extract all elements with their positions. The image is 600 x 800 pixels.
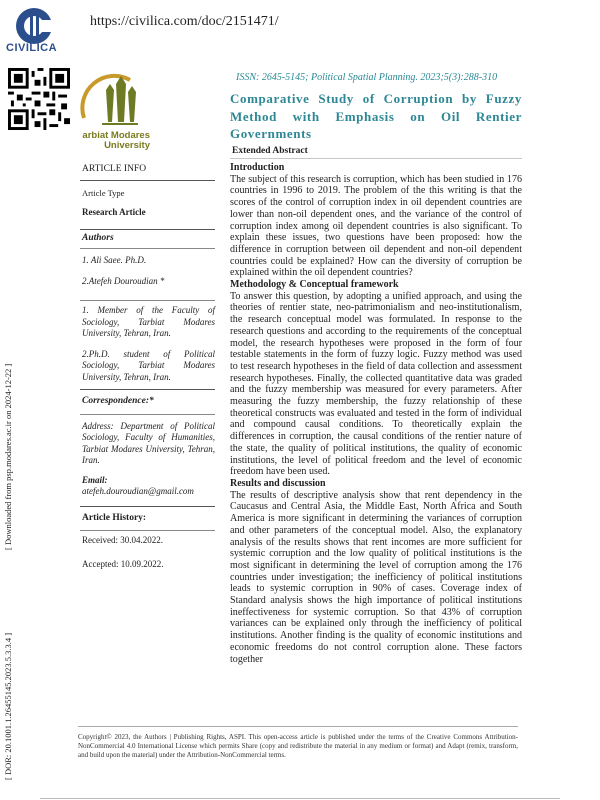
title-line-3: Governments [230,126,312,141]
introduction-heading: Introduction [230,162,285,173]
correspondence-block [80,415,215,507]
affiliation-2: 2.Ph.D. student of Political Sociology, Tarbiat Modares University, Tehran, Iran. [82,348,215,382]
affiliation-1: 1. Member of the Faculty of Sociology, Tarbiat Modares University, Tehran, Iran. [82,305,215,338]
article-history-heading: Article History: [80,507,215,532]
article-type-value: Research Article [80,201,215,230]
civilica-logo-text: CIVILICA [6,42,58,54]
article-info-panel [80,160,215,586]
article-history [80,531,215,586]
university-emblem-icon [78,70,150,126]
author-2: 2.Atefeh Douroudian * [82,275,165,286]
header-divider [230,158,522,159]
introduction-text: The subject of this research is corruption, which has been studied in 176 countries in 1996 to 2019. The problem of the this writing is that the scores of the control of corruption index in oil dependent countries are lower than non-oil dependent ones, and the variance of the control of corruption index among oil dependent countries is also significant. To explain these issues, two questions have been proposed: how the difference in corruption between oil dependent and non-oil dependent countries could be explained? How can the diversity of corruption be explained within the oil dependent countries? [230,173,522,279]
authors-heading: Authors [80,230,215,250]
dor-stamp: [ DOR: 20.1001.1.26455145.2023.5.3.3.4 ] [3,632,13,780]
accepted-date: Accepted: 10.09.2022. [82,558,164,569]
article-title [230,90,522,143]
abstract-body [230,162,522,665]
authors-list [80,249,215,301]
results-text: The results of descriptive analysis show that rent dependency in the Caucasus and Central Asia, the Middle East, North Africa and South America is more significant in determining the variances of corruption and other parameters of the conceptual model. Also, the explanatory analysis of the results shows that rent incomes are more sufficient for systemic corruption and the low quality of political institutions is the most significant in determining the level of corruption among the 176 countries under investigation; the inefficiency of political institutions leads to systemic corruption in 90% of cases. Coverage index of Standard analysis shows the high importance of political institutions ineffectiveness for systemic corruption. So that 43% of corruption variances can be explained only through the inefficiency of political institutions. Another finding is the quality of economic institutions and economic freedoms do not control corruption alone. These factors together [230,489,522,665]
qr-code-icon [8,68,70,130]
affiliations-list [80,301,215,390]
download-stamp: [ Downloaded from psp.modares.ac.ir on 2024-12-22 ] [3,363,13,550]
page-bottom-divider [40,798,560,799]
document-url[interactable]: https://civilica.com/doc/2151471/ [90,14,279,29]
email-address[interactable]: atefeh.douroudian@gmail.com [82,486,194,496]
received-date: Received: 30.04.2022. [82,535,163,545]
issn-line: ISSN: 2645-5145; Political Spatial Planning. 2023;5(3):288-310 [236,72,498,83]
extended-abstract-label: Extended Abstract [232,146,308,156]
methodology-text: To answer this question, by adopting a unified approach, and using the theories of rentier state, neo-patrimonialism and neo-institutionalism, the research conceptual model was formulated. In response to the research questions and according to the requirements of the conceptual model, the research hypotheses were proposed in the form of four testable statements in the form of fuzzy logic. Fuzzy method was used to test research hypotheses in the field of data collection and assessment research hypotheses. Finally, the collected quantitative data was graded and the fuzzy membership was measured for every parameters. After measuring the fuzzy membership, the fuzzy relationship of these theoretical constructs was evaluated and tested in the form of individual and compound causal conditions. To theoretically explain the differences in corruption, the causal conditions of the rentier nature of the state, the quality of political institutions, the quality of economic institutions, the level of political freedom and the level of economic freedom have been used. [230,290,522,478]
footer-divider [78,726,518,727]
methodology-heading: Methodology & Conceptual framework [230,279,399,291]
title-line-1: Comparative Study of Corruption by Fuzzy [230,91,522,106]
copyright-notice: Copyright© 2023, the Authors | Publishing Rights, ASPI. This open-access article is published under the terms of the Creative Commons Attribution-NonCommercial 4.0 International License which permits Share (copy and redistribute the material in any medium or format) and Adapt (remix, transform, and build upon the material) under the Attribution-NonCommercial terms. [78,733,518,759]
correspondence-heading: Correspondence:* [80,390,215,415]
correspondence-address: Address: Department of Political Sociology, Faculty of Humanities, Tarbiat Modares University, Tehran, Iran. [82,420,215,465]
article-info-heading: ARTICLE INFO [80,160,215,181]
email-label: Email: [82,474,108,485]
university-logo-text: arbiat Modares University [82,130,150,151]
university-logo [78,70,150,151]
article-type-label: Article Type [82,187,125,198]
title-line-2: Method with Emphasis on Oil Rentier [230,108,522,124]
results-heading: Results and discussion [230,477,326,489]
author-1: 1. Ali Saee. Ph.D. [82,255,147,265]
